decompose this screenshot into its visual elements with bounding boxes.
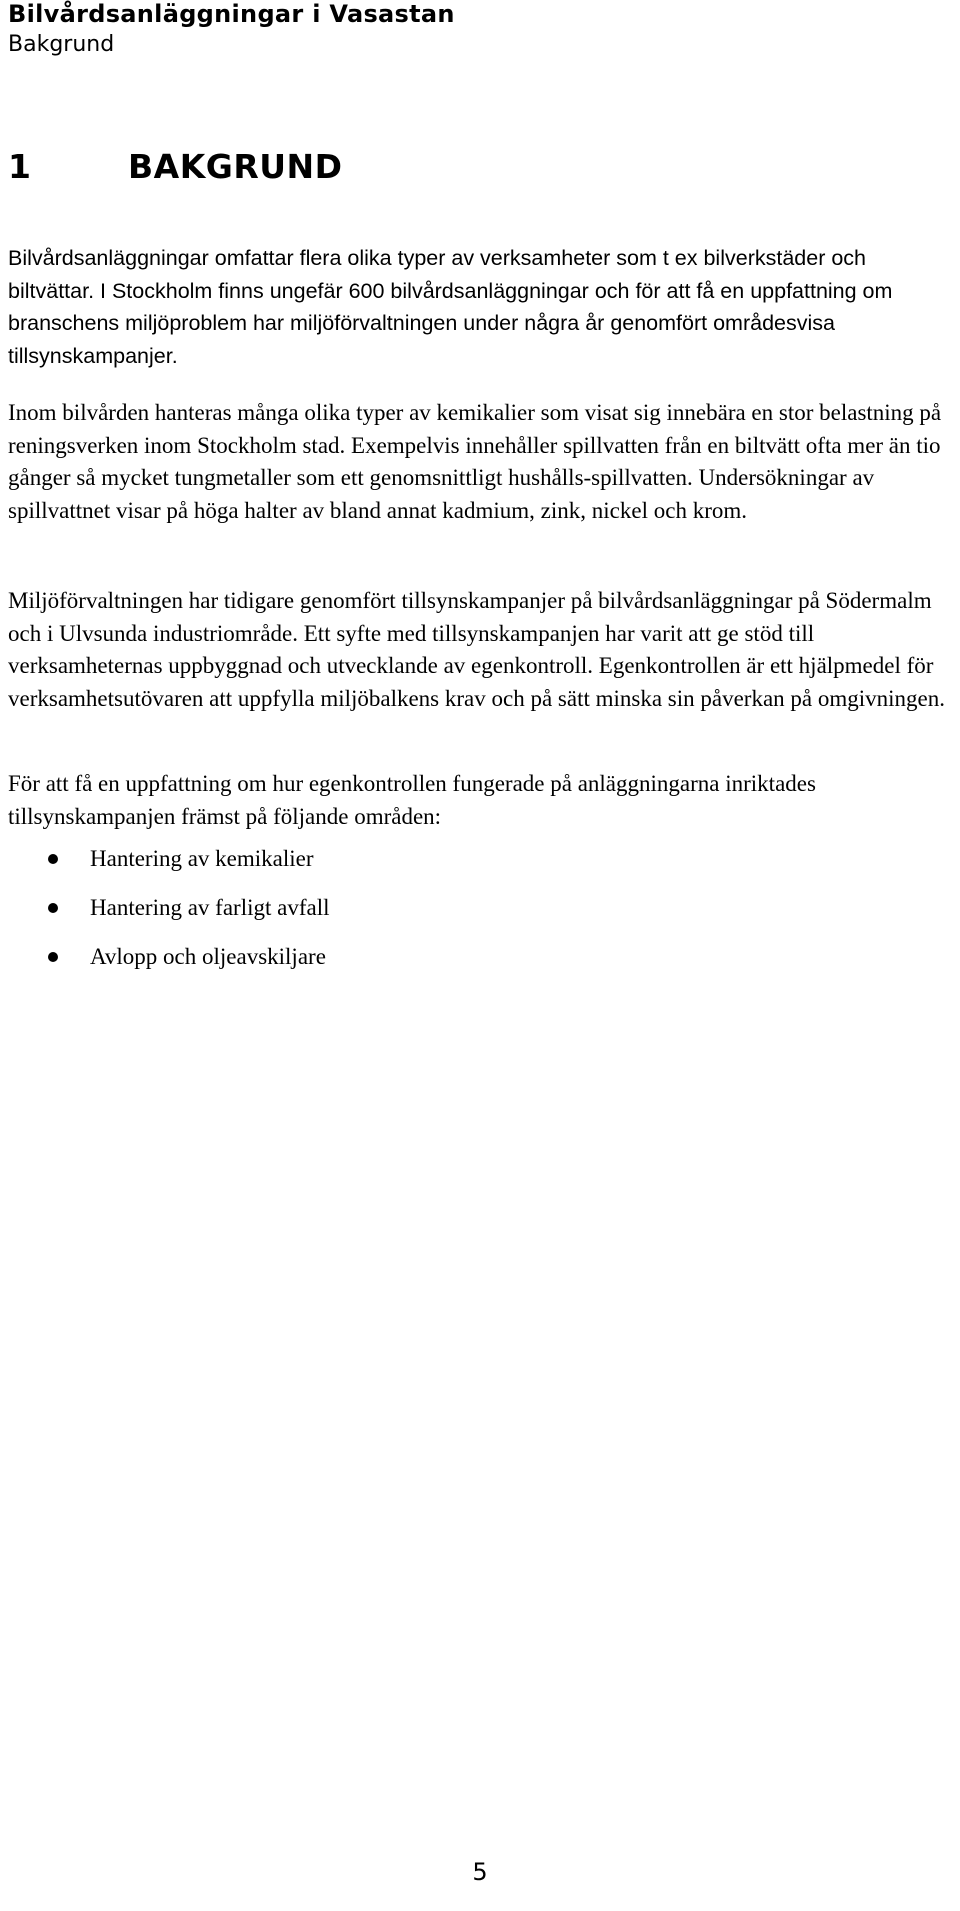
paragraph-intro: Bilvårdsanläggningar omfattar flera olika typer av verksamheter som t ex bilverkstäder och biltvättar. I Stockholm finns ungefär 600 bilvårdsanläggningar och för att få en uppfattning om branschens miljöproblem har miljöförvaltningen under några år genomfört områdesvisa tillsynskampanjer. bbox=[8, 246, 893, 368]
list-item bbox=[8, 941, 948, 990]
paragraph-focus-areas: För att få en uppfattning om hur egenkontrollen fungerade på anläggningarna inriktades tillsynskampanjen främst på följande områden: bbox=[8, 771, 816, 829]
list-item-label: Hantering av kemikalier bbox=[90, 846, 314, 871]
list-item bbox=[8, 843, 948, 892]
chapter-title: BAKGRUND bbox=[128, 147, 343, 186]
bullet-icon bbox=[48, 854, 58, 864]
list-item-label: Avlopp och oljeavskiljare bbox=[90, 944, 326, 969]
bullet-icon bbox=[48, 903, 58, 913]
running-header bbox=[8, 0, 948, 59]
page-number: 5 bbox=[472, 1858, 488, 1886]
chapter-heading bbox=[8, 147, 343, 187]
list-item-label: Hantering av farligt avfall bbox=[90, 895, 330, 920]
document-subtitle: Bakgrund bbox=[8, 32, 115, 57]
bullet-icon bbox=[48, 952, 58, 962]
paragraph-chemicals: Inom bilvården hanteras många olika typer av kemikalier som visat sig innebära en stor belastning på reningsverken inom Stockholm stad. Exempelvis innehåller spillvatten från en biltvätt ofta mer än tio gånger så mycket tungmetaller som ett genomsnittligt hushålls-spillvatten. Undersökningar av spillvattnet visar på höga halter av bland annat kadmium, zink, nickel och krom. bbox=[8, 400, 942, 523]
document-title: Bilvårdsanläggningar i Vasastan bbox=[8, 0, 455, 28]
chapter-number: 1 bbox=[8, 147, 32, 186]
paragraph-campaigns: Miljöförvaltningen har tidigare genomfört tillsynskampanjer på bilvårdsanläggningar på Södermalm och i Ulvsunda industriområde. Ett syfte med tillsynskampanjen har varit att ge stöd till verksamheternas uppbyggnad och utvecklande av egenkontroll. Egenkontrollen är ett hjälpmedel för verksamhetsutövaren att uppfylla miljöbalkens krav och på sätt minska sin påverkan på omgivningen. bbox=[8, 588, 946, 711]
focus-area-list bbox=[8, 843, 948, 990]
list-item bbox=[8, 892, 948, 941]
